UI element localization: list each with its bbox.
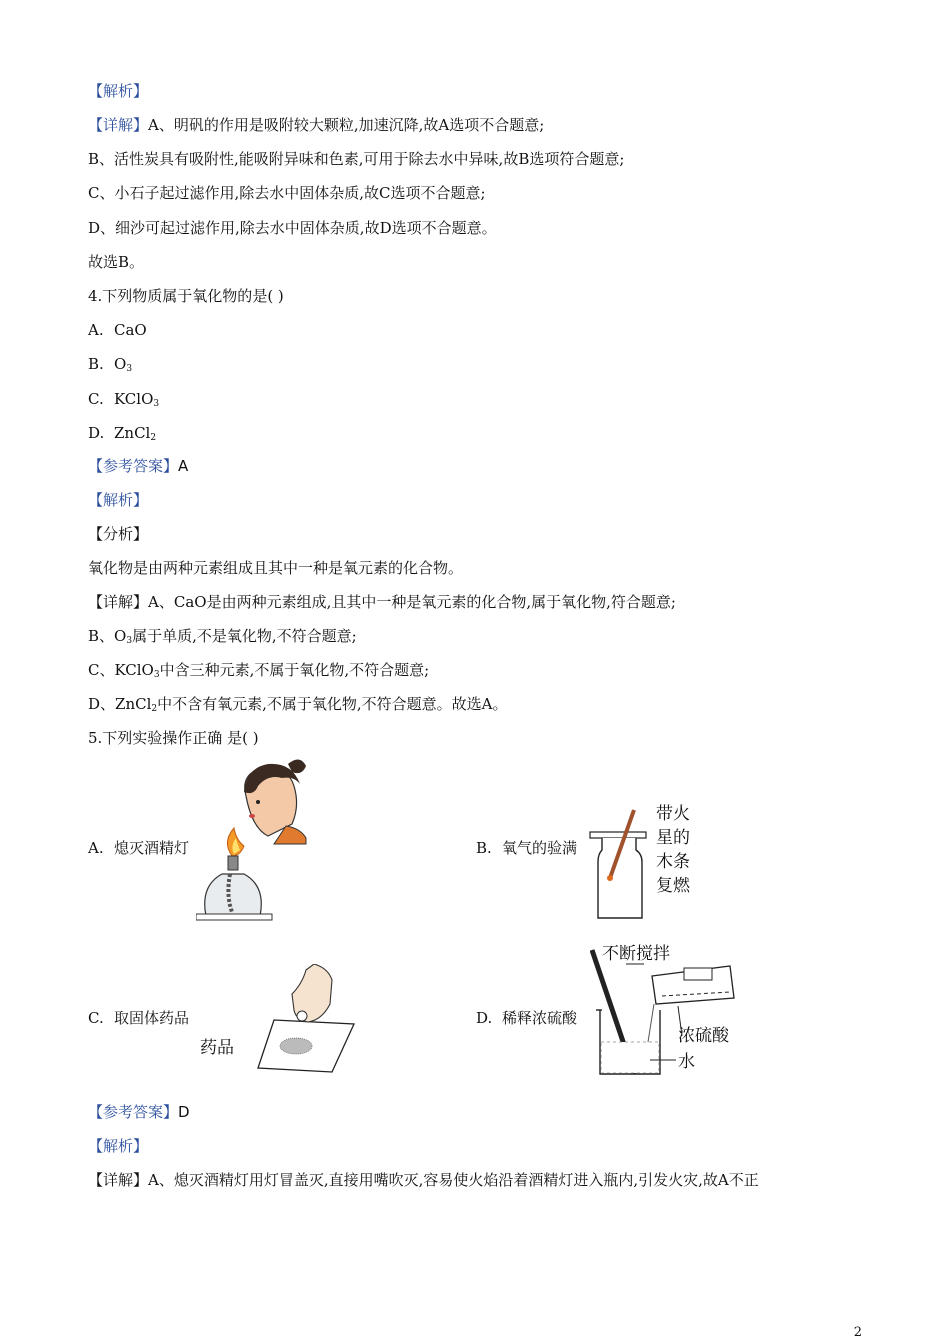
detail-text-a-1: A、明矾的作用是吸附较大颗粒,加速沉降,故A选项不合题意; [148,116,545,134]
q4-line-c-post: 中含三种元素,不属于氧化物,不符合题意; [159,661,430,679]
q4-detail-line-b [88,626,357,651]
q5-answer-line [88,1102,190,1122]
q4-detail-text-a: A、CaO是由两种元素组成,且其中一种是氧元素的化合物,属于氧化物,符合题意; [148,593,676,611]
q5-answer-tag: 【参考答案】 [88,1103,179,1121]
q5-analysis-tag: 【解析】 [88,1137,149,1155]
q5-option-letter: B. [476,839,492,857]
q5-option-text: 稀释浓硫酸 [502,1009,578,1027]
b-fig-label-2: 星的 [656,828,690,848]
q5-detail-line-a [88,1170,759,1190]
q4-analysis-tag: 【解析】 [88,491,149,509]
d-fig-stir-label: 不断搅拌 [602,944,670,964]
q5-option-text: 熄灭酒精灯 [114,839,190,857]
girl-head [244,759,306,844]
q4-option-sub: 3 [153,399,160,409]
d-fig-acid-label: 浓硫酸 [678,1026,729,1046]
q4-answer-line [88,456,188,476]
b-fig-label-1: 带火 [656,804,690,824]
q4-line-c-pre: C、KClO [88,661,154,679]
c-fig-label: 药品 [200,1038,234,1058]
q4-option-text: KClO [114,390,154,408]
q4-detail-tag: 【详解】 [88,593,149,611]
conclusion-1: 故选B。 [88,253,145,271]
detail-tag-1: 【详解】 [88,116,149,134]
flame [227,828,244,856]
q4-detail-line-a [88,592,676,612]
glowing-tip [607,875,613,881]
q5-option-letter: C. [88,1009,104,1027]
q4-answer-tag: 【参考答案】 [88,457,179,475]
glass-plate [590,832,646,838]
q4-option-d [88,423,156,448]
detail-line-b-1: B、活性炭具有吸附性,能吸附异味和色素,可用于除去水中异味,故B选项符合题意; [88,150,625,168]
q5-option-text: 氧气的验满 [502,839,578,857]
q4-option-c [88,389,159,414]
alcohol-lamp-blowing-figure [196,756,314,924]
bottle-label [684,968,712,980]
q4-option-letter: A. [88,321,104,339]
q5-detail-text-a: A、熄灭酒精灯用灯冒盖灭,直接用嘴吹灭,容易使火焰沿着酒精灯进入瓶内,引发火灾,故A不正 [148,1171,759,1189]
q5-stem: 5.下列实验操作正确 是( ) [88,729,259,747]
solid-drug-figure [252,964,356,1074]
q4-line-b-pre: B、O [88,627,127,645]
q4-option-letter: C. [88,390,104,408]
q4-option-text: O [114,355,127,373]
q5-option-letter: D. [476,1009,493,1027]
q5-detail-tag: 【详解】 [88,1171,149,1189]
q4-option-text: CaO [114,321,147,339]
analysis-tag-1: 【解析】 [88,82,149,100]
q4-stem: 4.下列物质属于氧化物的是( ) [88,287,284,305]
q5-answer: D [178,1103,190,1121]
q4-answer: A [178,457,189,475]
q4-option-letter: D. [88,424,105,442]
q5-option-d-label [476,1008,577,1028]
page-number: 2 [853,1325,862,1340]
detail-line-d-1: D、细沙可起过滤作用,除去水中固体杂质,故D选项不合题意。 [88,219,497,237]
q4-option-letter: B. [88,355,104,373]
oxygen-test-bottle-figure [588,806,652,922]
q5-option-a-label [88,838,189,858]
q4-line-d-sub: 2 [151,704,158,714]
q5-option-b-label [476,838,577,858]
q4-detail-line-d [88,694,508,719]
q4-option-a [88,320,147,340]
q4-line-d-pre: D、ZnCl [88,695,152,713]
q4-line-d-post: 中不含有氧元素,不属于氧化物,不符合题意。故选A。 [157,695,508,713]
detail-line-a-1 [88,115,544,135]
d-fig-water-label: 水 [678,1052,695,1072]
b-fig-label-3: 木条 [656,852,690,872]
dilute-acid-figure [590,946,740,1080]
q4-option-b [88,354,132,379]
q4-fenxi-text: 氧化物是由两种元素组成且其中一种是氧元素的化合物。 [88,559,464,577]
q4-fenxi-tag: 【分析】 [88,525,149,543]
q4-line-b-post: 属于单质,不是氧化物,不符合题意; [132,627,357,645]
lamp [196,856,272,920]
water [601,1042,659,1073]
q4-detail-line-c [88,660,429,685]
q4-line-b-sub: 3 [126,636,133,646]
q4-option-sub: 3 [126,364,133,374]
q4-option-text: ZnCl [114,424,151,442]
detail-line-c-1: C、小石子起过滤作用,除去水中固体杂质,故C选项不合题意; [88,184,486,202]
q5-option-text: 取固体药品 [114,1009,190,1027]
q5-option-letter: A. [88,839,104,857]
q4-option-sub: 2 [150,433,157,443]
acid-stream [648,1004,654,1042]
powder [280,1038,312,1054]
b-fig-label-4: 复燃 [656,876,690,896]
q4-line-c-sub: 3 [153,670,160,680]
q5-option-c-label [88,1008,189,1028]
